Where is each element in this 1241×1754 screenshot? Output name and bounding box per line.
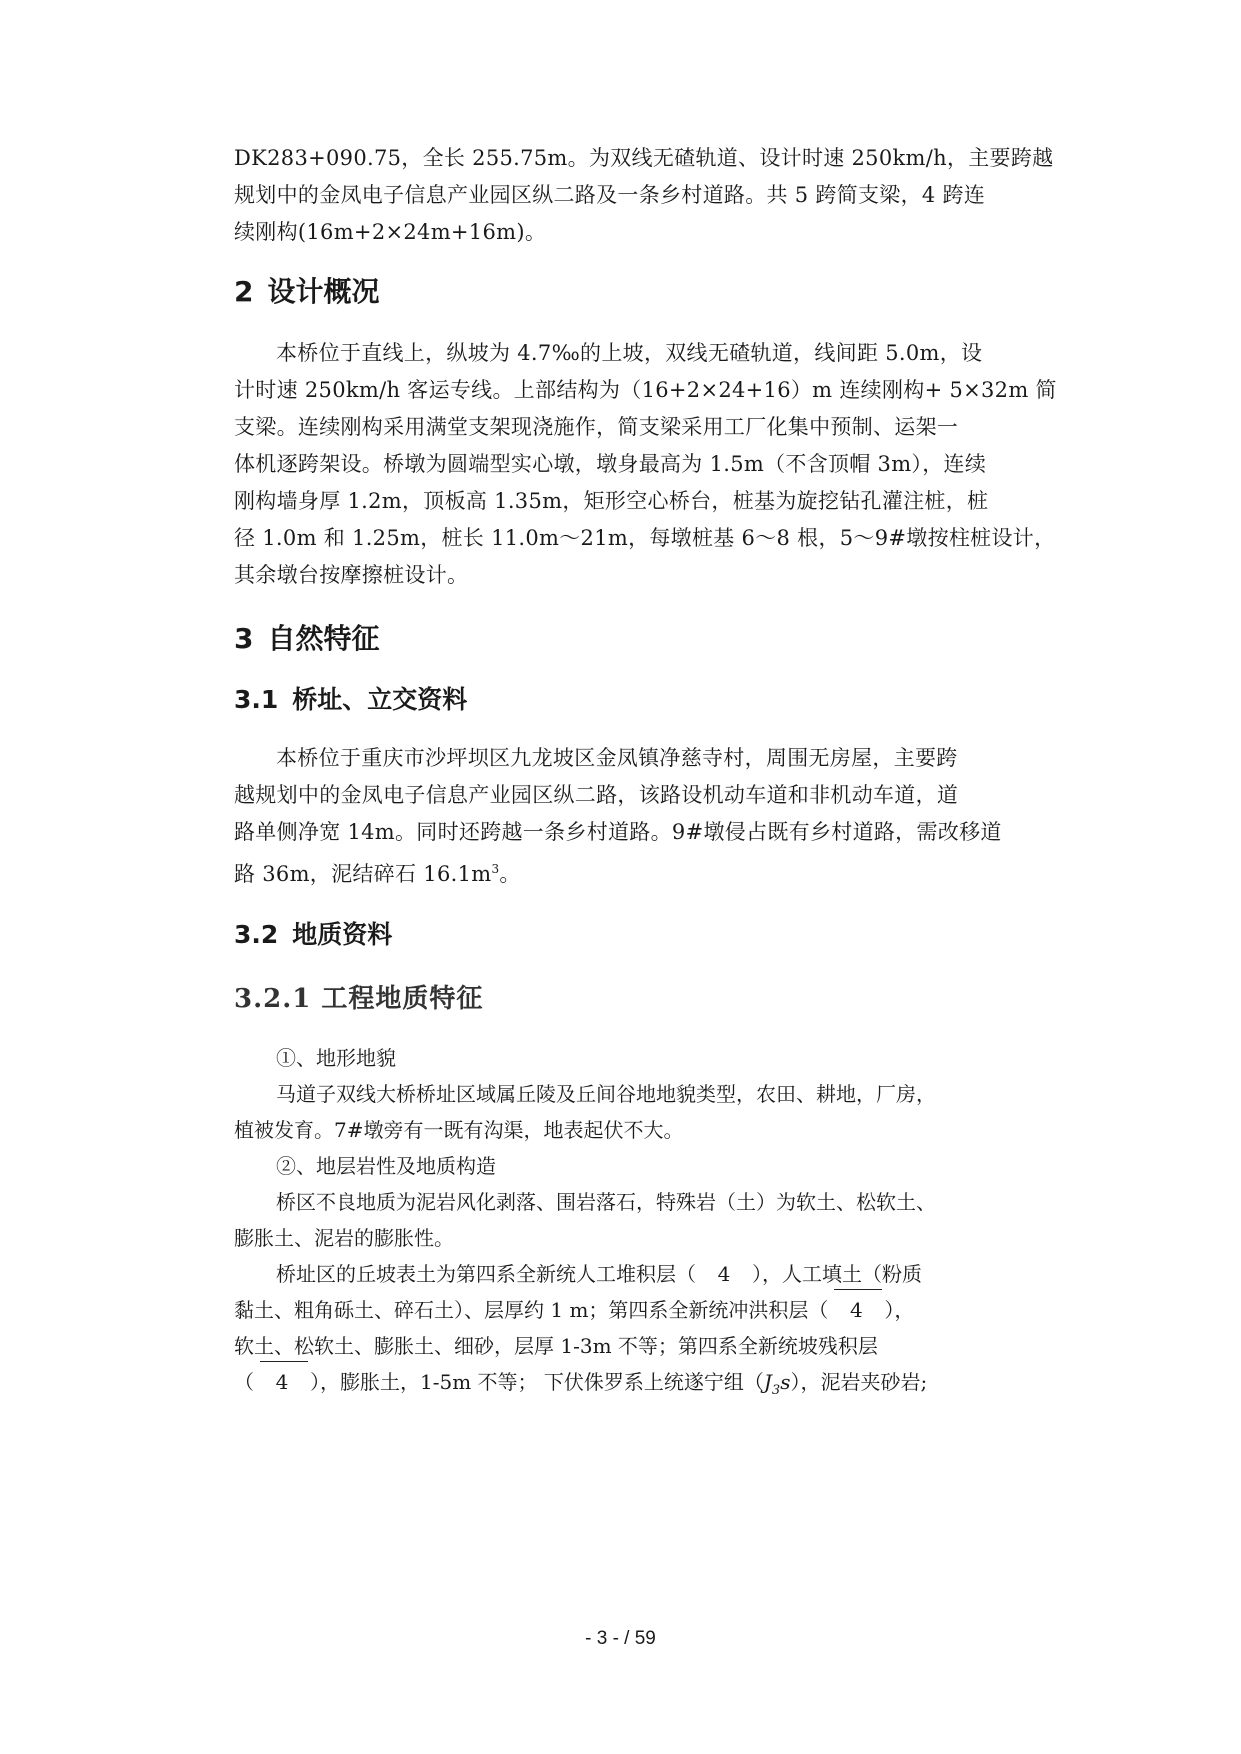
strata-line: 软土、松软土、膨胀土、细砂，层厚 1-3m 不等；第四系全新统坡残积层 (234, 1334, 878, 1358)
item-title: ①、地形地貌 (276, 1046, 396, 1070)
paragraph-text: ），人工填土（粉质 (752, 1262, 922, 1286)
section-title: 地质资料 (292, 920, 393, 949)
strata-line (234, 1364, 1086, 1409)
section-3-2-heading (234, 915, 392, 951)
strata-line (234, 1256, 1086, 1292)
paragraph-line: 马道子双线大桥桥址区域属丘陵及丘间谷地地貌类型，农田、耕地，厂房， (276, 1082, 936, 1106)
section-number: 3.2 (234, 920, 279, 949)
section-2-paragraph (234, 335, 1086, 594)
paragraph-line: 本桥位于直线上，纵坡为 4.7‰的上坡，双线无碴轨道，线间距 5.0m，设 (276, 341, 983, 365)
section-3-2-1-body (234, 1040, 1086, 1409)
jurassic-symbol (763, 1370, 791, 1398)
strata-line (234, 1292, 1086, 1328)
symbol-letter: s (780, 1370, 791, 1394)
paragraph-line: 刚构墙身厚 1.2m，顶板高 1.35m，矩形空心桥台，桩基为旋挖钻孔灌注桩，桩 (234, 489, 989, 513)
section-3-1-heading (234, 680, 467, 716)
paragraph-text: 。 (499, 862, 521, 886)
symbol-number: 4 (717, 1262, 731, 1286)
symbol-subscript: 3 (771, 1383, 781, 1398)
section-number: 2 (234, 275, 254, 308)
section-3-2-1-heading: 3.2.1 工程地质特征 (234, 984, 484, 1014)
section-title: 自然特征 (267, 622, 380, 655)
paragraph-line: 本桥位于重庆市沙坪坝区九龙坡区金凤镇净慈寺村，周围无房屋，主要跨 (276, 746, 958, 770)
paragraph-text: 桥址区的丘坡表土为第四系全新统人工堆积层（ (276, 1262, 696, 1286)
paragraph-text: （ (234, 1370, 254, 1394)
paragraph-text: ），泥岩夹砂岩; (790, 1370, 928, 1394)
symbol-number: 4 (275, 1370, 289, 1394)
section-3-1-paragraph (234, 740, 1086, 893)
superscript: 3 (491, 862, 500, 876)
section-number: 3.1 (234, 685, 279, 714)
intro-line: 续刚构(16m+2×24m+16m)。 (234, 220, 547, 244)
item-title: ②、地层岩性及地质构造 (276, 1154, 496, 1178)
paragraph-line (234, 851, 1086, 893)
intro-paragraph (234, 140, 1086, 251)
section-number: 3 (234, 622, 254, 655)
quaternary-symbol (254, 1364, 310, 1400)
paragraph-line: 桥区不良地质为泥岩风化剥落、围岩落石，特殊岩（土）为软土、松软土、 (276, 1190, 936, 1214)
paragraph-line: 径 1.0m 和 1.25m，桩长 11.0m～21m，每墩桩基 6～8 根，5～9#墩按柱桩设计， (234, 526, 1056, 550)
section-2-heading (234, 270, 380, 310)
paragraph-text: ）， (884, 1298, 915, 1322)
section-3-heading (234, 617, 380, 657)
paragraph-line: 其余墩台按摩擦桩设计。 (234, 563, 469, 587)
paragraph-line: 体机逐跨架设。桥墩为圆端型实心墩，墩身最高为 1.5m（不含顶帽 3m），连续 (234, 452, 987, 476)
paragraph-line: 膨胀土、泥岩的膨胀性。 (234, 1226, 454, 1250)
page-number: - 3 - / 59 (585, 1628, 656, 1649)
intro-line: DK283+090.75，全长 255.75m。为双线无碴轨道、设计时速 250km/h，主要跨越 (234, 146, 1054, 170)
paragraph-text: 黏土、粗角砾土、碎石土）、层厚约 1 m；第四系全新统冲洪积层（ (234, 1298, 829, 1322)
symbol-number: 4 (850, 1298, 863, 1322)
quaternary-symbol (696, 1256, 752, 1292)
paragraph-line: 支梁。连续刚构采用满堂支架现浇施作，简支梁采用工厂化集中预制、运架一 (234, 415, 959, 439)
intro-line: 规划中的金凤电子信息产业园区纵二路及一条乡村道路。共 5 跨简支梁，4 跨连 (234, 183, 986, 207)
paragraph-text: 路 36m，泥结碎石 16.1m (234, 862, 492, 886)
section-title: 设计概况 (267, 275, 380, 308)
paragraph-line: 植被发育。7#墩旁有一既有沟渠，地表起伏不大。 (234, 1118, 684, 1142)
section-title: 桥址、立交资料 (292, 685, 468, 714)
symbol-letter: J (763, 1370, 772, 1394)
paragraph-line: 路单侧净宽 14m。同时还跨越一条乡村道路。9#墩侵占既有乡村道路，需改移道 (234, 820, 1002, 844)
paragraph-line: 越规划中的金凤电子信息产业园区纵二路，该路设机动车道和非机动车道，道 (234, 783, 959, 807)
quaternary-symbol (828, 1292, 884, 1328)
paragraph-line: 计时速 250km/h 客运专线。上部结构为（16+2×24+16）m 连续刚构+ 5×32m 简 (234, 378, 1057, 402)
paragraph-text: ），膨胀土，1-5m 不等； 下伏侏罗系上统遂宁组（ (310, 1370, 764, 1394)
